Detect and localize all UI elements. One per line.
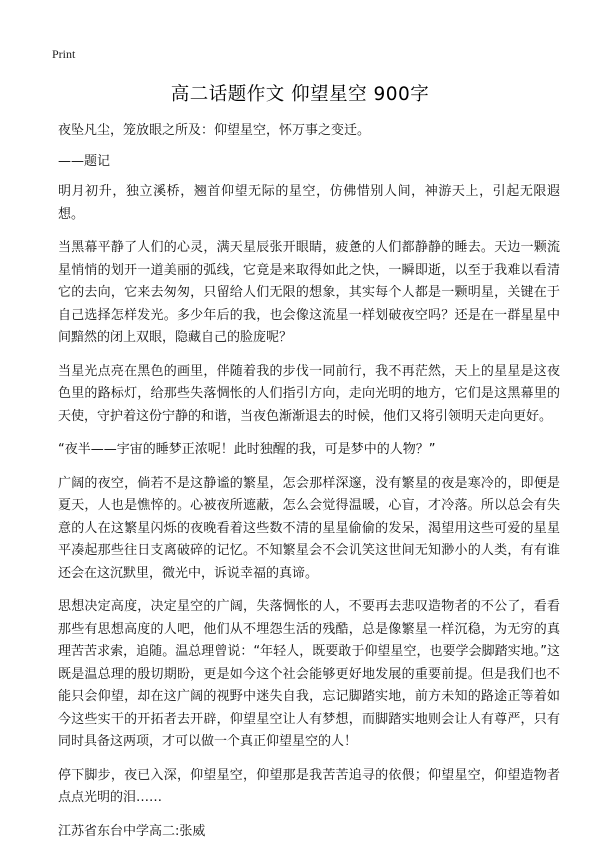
print-link[interactable]: Print	[52, 47, 76, 61]
paragraph-2: 当黑幕平静了人们的心灵，满天星辰张开眼睛，疲惫的人们都静静的睡去。天边一颗流星悄悄的划开一道美丽的弧线，它竟是来取得如此之快，一瞬即逝，以至于我难以看清它的去向，它来去匆匆，只留给人们无限的想象，其实每个人都是一颗明星，关键在于自己选择怎样发光。多少年后的我，也会像这流星一样划破夜空吗？还是在一群星星中间黯然的闭上双眼，隐藏自己的脸庞呢？	[58, 240, 560, 345]
article-body	[58, 120, 560, 843]
paragraph-5: 广阔的夜空，倘若不是这静谧的繁星，怎会那样深邃，没有繁星的夜是寒冷的，即便是夏天，人也是憔悴的。心被夜所遮蔽，怎么会觉得温暖，心盲，才冷落。所以总会有失意的人在这繁星闪烁的夜晚看着这些数不清的星星偷偷的发呆，渴望用这些可爱的星星平凑起那些往日支离破碎的记忆。不知繁星会不会讥笑这世间无知渺小的人类，有有谁还会在这沉默里，微光中，诉说幸福的真谛。	[58, 475, 560, 581]
article-title: 高二话题作文 仰望星空 900字	[170, 84, 430, 105]
epigraph: 夜坠凡尘，笼放眼之所及：仰望星空，怀万事之变迁。	[58, 123, 371, 138]
paragraph-4-quote: “夜半——宇宙的睡梦正浓呢！此时独醒的我，可是梦中的人物？”	[58, 442, 436, 457]
author-line: 江苏省东台中学高二:张威	[58, 823, 206, 839]
epigraph-sign: ——题记	[58, 153, 111, 169]
paragraph-1: 明月初升，独立溪桥，翘首仰望无际的星空，仿佛惜别人间，神游天上，引起无限遐想。	[58, 184, 560, 222]
paragraph-7: 停下脚步，夜已入深，仰望星空，仰望那是我苦苦追寻的依偎；仰望星空，仰望造物者点点光明的泪……	[58, 767, 560, 805]
paragraph-6: 思想决定高度，决定星空的广阔，失落惆怅的人，不要再去悲叹造物者的不公了，看看那些有思想高度的人吧，他们从不埋怨生活的残酷，总是像繁星一样沉稳，为无穷的真理苦苦求索，追随。温总理曾说：“年轻人，既要敢于仰望星空，也要学会脚踏实地。”这既是温总理的殷切期盼，更是如今这个社会能够更好地发展的重要前提。但是我们也不能只会仰望，却在这广阔的视野中迷失自我，忘记脚踏实地，前方未知的路途正等着如今这些实干的开拓者去开辟，仰望星空让人有梦想，而脚踏实地则会让人有尊严，只有同时具备这两项，才可以做一个真正仰望星空的人！	[58, 599, 560, 749]
paragraph-3: 当星光点亮在黑色的画里，伴随着我的步伐一同前行，我不再茫然，天上的星星是这夜色里的路标灯，给那些失落惆怅的人们指引方向，走向光明的地方，它们是这黑幕里的天使，守护着这份宁静的和谐，当夜色渐渐退去的时候，他们又将引领明天走向更好。	[58, 363, 560, 424]
